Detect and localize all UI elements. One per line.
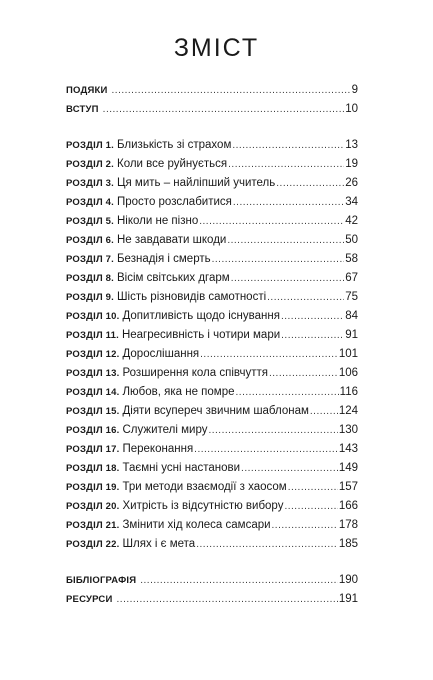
- toc-page-number: 130: [338, 424, 358, 436]
- toc-page-number: 58: [345, 253, 358, 265]
- toc-dot-leader: [269, 366, 338, 382]
- toc-entry-title: Три методи взаємодії з хаосом: [122, 481, 287, 493]
- toc-entry: [66, 137, 358, 153]
- toc-dot-leader: [227, 233, 344, 249]
- toc-entry: [66, 517, 358, 533]
- toc-dot-leader: [281, 309, 344, 325]
- toc-page-number: 157: [338, 481, 358, 493]
- toc-entry: [66, 422, 358, 438]
- toc-page-number: 50: [345, 234, 358, 246]
- toc-entry-title: Не завдавати шкоди: [117, 234, 227, 246]
- toc-entry-label: РОЗДІЛ 2.: [66, 159, 114, 170]
- toc-entry-label: ВСТУП: [66, 104, 99, 115]
- page-title: ЗМІСТ: [173, 34, 260, 62]
- toc-entry: [66, 251, 358, 267]
- toc-page-number: 166: [338, 500, 358, 512]
- toc-entry-title: Переконання: [122, 443, 194, 455]
- toc-entry: [66, 194, 358, 210]
- toc-page-number: 9: [351, 84, 358, 96]
- toc-entry-title: Коли все руйнується: [117, 158, 228, 170]
- toc-dot-leader: [233, 195, 344, 211]
- toc-entry-title: Змінити хід колеса самсари: [122, 519, 271, 531]
- toc-page-number: 26: [345, 177, 358, 189]
- toc-entry-label: РОЗДІЛ 22.: [66, 539, 120, 550]
- toc-dot-leader: [232, 138, 344, 154]
- toc-entry-title: Хитрість із відсутністю вибору: [122, 500, 284, 512]
- toc-entry: [66, 308, 358, 324]
- toc-page-number: 149: [338, 462, 358, 474]
- toc-entry: [66, 536, 358, 552]
- toc-page-number: 19: [345, 158, 358, 170]
- toc-entry-label: РОЗДІЛ 1.: [66, 140, 114, 151]
- toc-dot-leader: [281, 328, 344, 344]
- toc-entry-label: РОЗДІЛ 9.: [66, 292, 114, 303]
- toc-dot-leader: [231, 271, 345, 287]
- toc-entry-label: РОЗДІЛ 6.: [66, 235, 114, 246]
- toc-entry-label: РОЗДІЛ 7.: [66, 254, 114, 265]
- toc-entry: [66, 232, 358, 248]
- toc-entry-title: Діяти всупереч звичним шаблонам: [122, 405, 309, 417]
- toc-entry: [66, 175, 358, 191]
- toc-entry-label: РОЗДІЛ 12.: [66, 349, 120, 360]
- toc-entry-title: Ніколи не пізно: [117, 215, 199, 227]
- toc-entry-title: Неагресивність і чотири мари: [121, 329, 281, 341]
- toc-entry-title: Допитливість щодо існування: [122, 310, 280, 322]
- toc-page-number: 10: [345, 103, 358, 115]
- toc-dot-leader: [208, 423, 337, 439]
- toc-page-number: 191: [338, 593, 358, 605]
- toc-entry-label: РЕСУРСИ: [66, 594, 113, 605]
- toc-entry-label: РОЗДІЛ 10.: [66, 311, 120, 322]
- toc-entry-title: Близькість зі страхом: [117, 139, 232, 151]
- toc-entry-label: БІБЛІОГРАФІЯ: [66, 575, 137, 586]
- toc-dot-leader: [200, 347, 338, 363]
- toc-entry-label: РОЗДІЛ 13.: [66, 368, 120, 379]
- toc-entry: [66, 270, 358, 286]
- toc-entry-label: РОЗДІЛ 19.: [66, 482, 120, 493]
- toc-entry: [66, 441, 358, 457]
- toc-dot-leader: [310, 404, 338, 420]
- toc-entry: [66, 403, 358, 419]
- toc-page-number: 42: [345, 215, 358, 227]
- toc-dot-leader: [117, 592, 338, 608]
- toc-entry: [66, 213, 358, 229]
- toc-page-number: 67: [345, 272, 358, 284]
- toc-entry-title: Шлях і є мета: [122, 538, 196, 550]
- toc-entry-label: РОЗДІЛ 21.: [66, 520, 120, 531]
- toc-entry-label: РОЗДІЛ 11.: [66, 330, 119, 341]
- toc-entry-title: Просто розслабитися: [117, 196, 232, 208]
- toc-entry: [66, 498, 358, 514]
- toc-entry-label: РОЗДІЛ 16.: [66, 425, 120, 436]
- toc-page-number: 143: [338, 443, 358, 455]
- toc-entry-label: РОЗДІЛ 5.: [66, 216, 114, 227]
- toc-page-number: 84: [345, 310, 358, 322]
- toc-dot-leader: [276, 176, 344, 192]
- toc-entry: [66, 327, 358, 343]
- toc-entry: [66, 384, 358, 400]
- toc-entry: [66, 346, 358, 362]
- toc-page-number: 91: [345, 329, 358, 341]
- toc-entry-label: ПОДЯКИ: [66, 85, 108, 96]
- toc-entry-title: Дорослішання: [122, 348, 200, 360]
- toc-page-number: 101: [338, 348, 358, 360]
- toc-entry: [66, 460, 358, 476]
- toc-dot-leader: [284, 499, 337, 515]
- toc-dot-leader: [196, 537, 338, 553]
- toc-page-number: 185: [338, 538, 358, 550]
- toc-entry: [66, 289, 358, 305]
- toc-entry-title: Вісім світських дгарм: [117, 272, 230, 284]
- toc-entry: [66, 156, 358, 172]
- toc-entry: [66, 591, 358, 607]
- toc-dot-leader: [212, 252, 345, 268]
- toc-entry-title: Шість різновидів самотності: [117, 291, 267, 303]
- toc-entry-title: Таємні усні настанови: [122, 462, 241, 474]
- toc-entry-label: РОЗДІЛ 18.: [66, 463, 120, 474]
- toc-page-number: 124: [338, 405, 358, 417]
- toc-dot-leader: [103, 102, 345, 118]
- toc-entry: [66, 572, 358, 588]
- toc-dot-leader: [272, 518, 338, 534]
- toc-entry-title: Безнадія і смерть: [117, 253, 211, 265]
- toc-dot-leader: [267, 290, 344, 306]
- toc-entry-title: Любов, яка не помре: [122, 386, 235, 398]
- toc-entry: [66, 101, 358, 117]
- toc-entry-label: РОЗДІЛ 4.: [66, 197, 114, 208]
- toc-page-number: 178: [338, 519, 358, 531]
- toc-entry-title: Розширення кола співчуття: [122, 367, 268, 379]
- toc-page-number: 190: [338, 574, 358, 586]
- toc-dot-leader: [199, 214, 344, 230]
- toc-entry: [66, 365, 358, 381]
- toc-page-number: 75: [345, 291, 358, 303]
- toc-entry-label: РОЗДІЛ 8.: [66, 273, 114, 284]
- toc-entry-title: Служителі миру: [122, 424, 208, 436]
- toc-entry-label: РОЗДІЛ 15.: [66, 406, 120, 417]
- toc-page-number: 34: [345, 196, 358, 208]
- toc-entry-label: РОЗДІЛ 17.: [66, 444, 120, 455]
- toc-dot-leader: [288, 480, 338, 496]
- toc-entry-label: РОЗДІЛ 14.: [66, 387, 120, 398]
- toc-dot-leader: [236, 385, 339, 401]
- toc-dot-leader: [228, 157, 344, 173]
- toc-entry-title: Ця мить – найліпший учитель: [117, 177, 276, 189]
- toc-entry-label: РОЗДІЛ 3.: [66, 178, 114, 189]
- toc-dot-leader: [194, 442, 338, 458]
- toc-entry: [66, 82, 358, 98]
- toc-page-number: 106: [338, 367, 358, 379]
- toc-page-number: 13: [345, 139, 358, 151]
- toc-dot-leader: [140, 573, 338, 589]
- toc-entry: [66, 479, 358, 495]
- toc-dot-leader: [241, 461, 338, 477]
- toc-dot-leader: [112, 83, 351, 99]
- toc-page-number: 116: [339, 386, 358, 398]
- toc-entry-label: РОЗДІЛ 20.: [66, 501, 120, 512]
